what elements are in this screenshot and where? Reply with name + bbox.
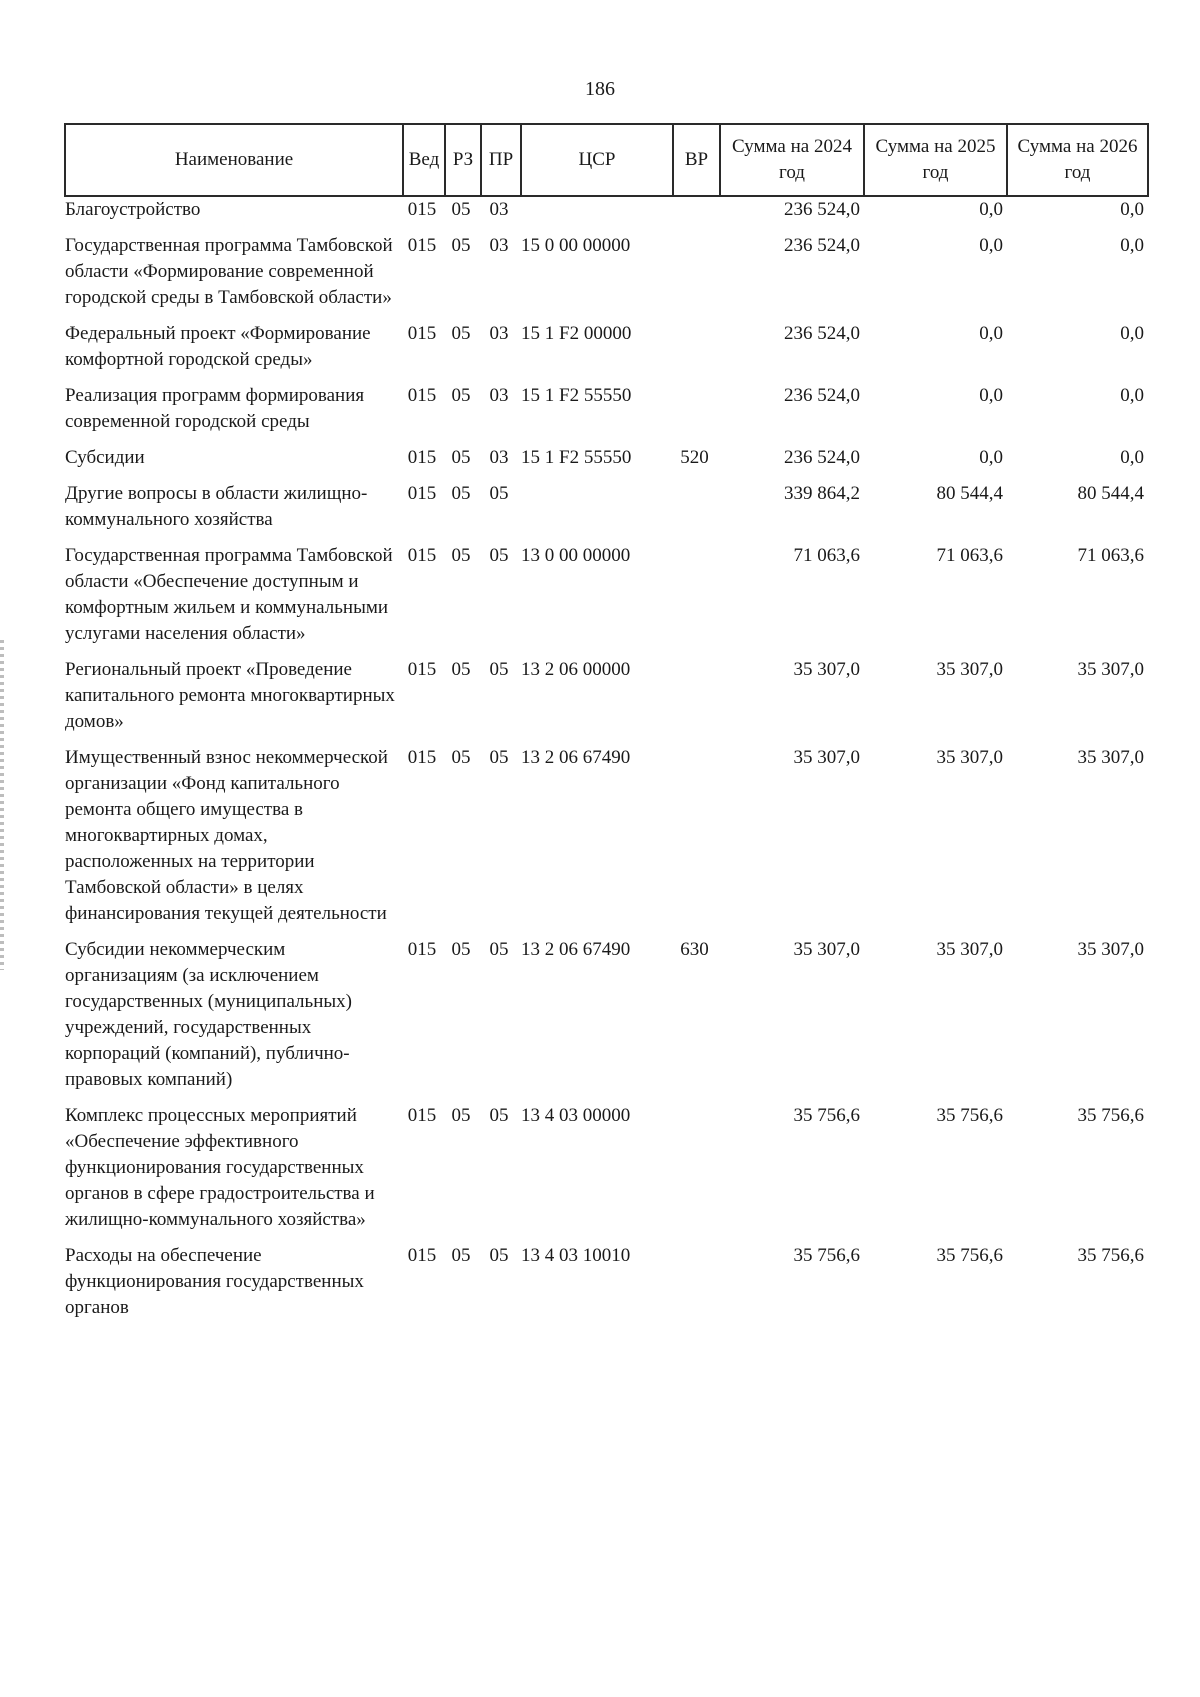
- row-ved: 015: [407, 747, 437, 768]
- row-rz: 05: [451, 659, 471, 680]
- table-row: [65, 233, 1148, 321]
- row-vr: 520: [680, 447, 709, 468]
- row-ved: 015: [407, 235, 437, 256]
- budget-table: [64, 123, 1149, 1331]
- row-vr: [673, 1243, 720, 1331]
- row-sum-2024: 35 307,0: [793, 747, 860, 768]
- header-vr: ВР: [673, 124, 720, 196]
- row-sum-2024: 35 307,0: [793, 939, 860, 960]
- row-sum-2024: 71 063,6: [793, 545, 860, 566]
- row-sum-2026: 0,0: [1120, 199, 1144, 220]
- row-sum-2026: 0,0: [1120, 323, 1144, 344]
- row-sum-2026: 35 307,0: [1077, 939, 1144, 960]
- row-rz: 05: [451, 545, 471, 566]
- row-vr: [673, 383, 720, 445]
- row-pr: 05: [489, 1105, 509, 1126]
- row-sum-2026: 35 307,0: [1077, 747, 1144, 768]
- table-body: [65, 196, 1148, 1331]
- table-row: [65, 383, 1148, 445]
- row-sum-2026: 35 756,6: [1077, 1105, 1144, 1126]
- row-sum-2025: 80 544,4: [936, 483, 1003, 504]
- row-vr: [673, 321, 720, 383]
- row-pr: 05: [489, 545, 509, 566]
- header-sum-2025: Сумма на 2025 год: [864, 124, 1007, 196]
- row-name: Государственная программа Тамбовской области «Обеспечение доступным и комфортным жильем и коммунальными услугами населения области»: [65, 545, 393, 644]
- row-sum-2025: 35 756,6: [936, 1245, 1003, 1266]
- row-ved: 015: [407, 1245, 437, 1266]
- row-vr: [673, 1103, 720, 1243]
- scan-edge-mark: [0, 640, 4, 970]
- row-name: Расходы на обеспечение функционирования государственных органов: [65, 1245, 364, 1318]
- row-sum-2024: 236 524,0: [784, 385, 860, 406]
- row-name: Имущественный взнос некоммерческой организации «Фонд капитального ремонта общего имущества в многоквартирных домах, расположенных на территории Тамбовской области» в целях финансирования текущей деятельности: [65, 747, 388, 924]
- row-rz: 05: [451, 1245, 471, 1266]
- table-row: [65, 196, 1148, 233]
- header-rz: РЗ: [445, 124, 481, 196]
- row-sum-2025: 35 756,6: [936, 1105, 1003, 1126]
- row-csr: 15 1 F2 55550: [521, 447, 632, 468]
- header-sum-2026: Сумма на 2026 год: [1007, 124, 1148, 196]
- row-ved: 015: [407, 447, 437, 468]
- row-name: Субсидии некоммерческим организациям (за исключением государственных (муниципальных) учреждений, государственных корпораций (компаний), публично-правовых компаний): [65, 939, 352, 1090]
- row-rz: 05: [451, 483, 471, 504]
- row-rz: 05: [451, 199, 471, 220]
- row-ved: 015: [407, 1105, 437, 1126]
- row-name: Федеральный проект «Формирование комфортной городской среды»: [65, 323, 371, 370]
- row-pr: 05: [489, 939, 509, 960]
- row-pr: 03: [489, 235, 509, 256]
- row-rz: 05: [451, 939, 471, 960]
- row-pr: 05: [489, 659, 509, 680]
- row-csr: 13 4 03 10010: [521, 1245, 631, 1266]
- row-rz: 05: [451, 323, 471, 344]
- row-csr: [521, 196, 673, 233]
- row-sum-2025: 35 307,0: [936, 659, 1003, 680]
- row-ved: 015: [407, 199, 437, 220]
- row-sum-2025: 0,0: [979, 385, 1003, 406]
- table-header: [65, 124, 1148, 196]
- row-csr: 15 1 F2 00000: [521, 323, 632, 344]
- row-csr: 15 1 F2 55550: [521, 385, 632, 406]
- row-sum-2026: 80 544,4: [1077, 483, 1144, 504]
- row-name: Реализация программ формирования современной городской среды: [65, 385, 365, 432]
- header-sum-2024: Сумма на 2024 год: [720, 124, 864, 196]
- row-pr: 03: [489, 199, 509, 220]
- row-name: Другие вопросы в области жилищно-коммунального хозяйства: [65, 483, 368, 530]
- row-ved: 015: [407, 659, 437, 680]
- row-sum-2025: 0,0: [979, 199, 1003, 220]
- row-rz: 05: [451, 447, 471, 468]
- row-vr: [673, 745, 720, 937]
- table-row: [65, 1243, 1148, 1331]
- row-sum-2025: 35 307,0: [936, 939, 1003, 960]
- row-ved: 015: [407, 545, 437, 566]
- row-csr: 13 2 06 67490: [521, 747, 631, 768]
- row-pr: 03: [489, 323, 509, 344]
- row-csr: 13 0 00 00000: [521, 545, 631, 566]
- row-sum-2024: 236 524,0: [784, 235, 860, 256]
- row-sum-2025: 71 063,6: [936, 545, 1003, 566]
- row-vr: [673, 481, 720, 543]
- row-ved: 015: [407, 385, 437, 406]
- row-sum-2024: 339 864,2: [784, 483, 860, 504]
- row-sum-2026: 0,0: [1120, 447, 1144, 468]
- row-ved: 015: [407, 483, 437, 504]
- row-csr: 13 2 06 67490: [521, 939, 631, 960]
- table-row: [65, 745, 1148, 937]
- row-sum-2026: 71 063,6: [1077, 545, 1144, 566]
- row-pr: 03: [489, 447, 509, 468]
- row-sum-2026: 35 307,0: [1077, 659, 1144, 680]
- row-sum-2025: 0,0: [979, 323, 1003, 344]
- row-sum-2024: 236 524,0: [784, 323, 860, 344]
- row-vr: [673, 543, 720, 657]
- header-name: Наименование: [65, 124, 403, 196]
- row-sum-2024: 35 307,0: [793, 659, 860, 680]
- row-vr: [673, 196, 720, 233]
- row-name: Государственная программа Тамбовской области «Формирование современной городской среды в Тамбовской области»: [65, 235, 393, 308]
- row-sum-2025: 0,0: [979, 235, 1003, 256]
- row-csr: [521, 481, 673, 543]
- row-sum-2026: 0,0: [1120, 235, 1144, 256]
- row-sum-2024: 236 524,0: [784, 199, 860, 220]
- row-rz: 05: [451, 235, 471, 256]
- table-row: [65, 321, 1148, 383]
- row-sum-2025: 0,0: [979, 447, 1003, 468]
- row-vr: [673, 233, 720, 321]
- row-csr: 13 4 03 00000: [521, 1105, 631, 1126]
- row-sum-2026: 0,0: [1120, 385, 1144, 406]
- row-sum-2024: 35 756,6: [793, 1245, 860, 1266]
- row-ved: 015: [407, 939, 437, 960]
- row-rz: 05: [451, 747, 471, 768]
- header-pr: ПР: [481, 124, 521, 196]
- row-pr: 05: [489, 747, 509, 768]
- row-name: Региональный проект «Проведение капитального ремонта многоквартирных домов»: [65, 659, 395, 732]
- row-sum-2026: 35 756,6: [1077, 1245, 1144, 1266]
- row-vr: [673, 657, 720, 745]
- row-pr: 05: [489, 483, 509, 504]
- row-name: Субсидии: [65, 447, 145, 468]
- header-csr: ЦСР: [521, 124, 673, 196]
- row-name: Комплекс процессных мероприятий «Обеспечение эффективного функционирования государственных органов в сфере градостроительства и жилищно-коммунального хозяйства»: [65, 1105, 375, 1230]
- table-row: [65, 937, 1148, 1103]
- table-row: [65, 445, 1148, 481]
- row-sum-2025: 35 307,0: [936, 747, 1003, 768]
- row-ved: 015: [407, 323, 437, 344]
- row-pr: 03: [489, 385, 509, 406]
- table-row: [65, 543, 1148, 657]
- row-vr: 630: [680, 939, 709, 960]
- row-rz: 05: [451, 1105, 471, 1126]
- row-rz: 05: [451, 385, 471, 406]
- table-row: [65, 481, 1148, 543]
- row-csr: 15 0 00 00000: [521, 235, 631, 256]
- header-ved: Вед: [403, 124, 445, 196]
- table-row: [65, 1103, 1148, 1243]
- page-number: 186: [585, 78, 615, 100]
- row-pr: 05: [489, 1245, 509, 1266]
- row-name: Благоустройство: [65, 199, 201, 220]
- row-sum-2024: 35 756,6: [793, 1105, 860, 1126]
- row-csr: 13 2 06 00000: [521, 659, 631, 680]
- table-row: [65, 657, 1148, 745]
- row-sum-2024: 236 524,0: [784, 447, 860, 468]
